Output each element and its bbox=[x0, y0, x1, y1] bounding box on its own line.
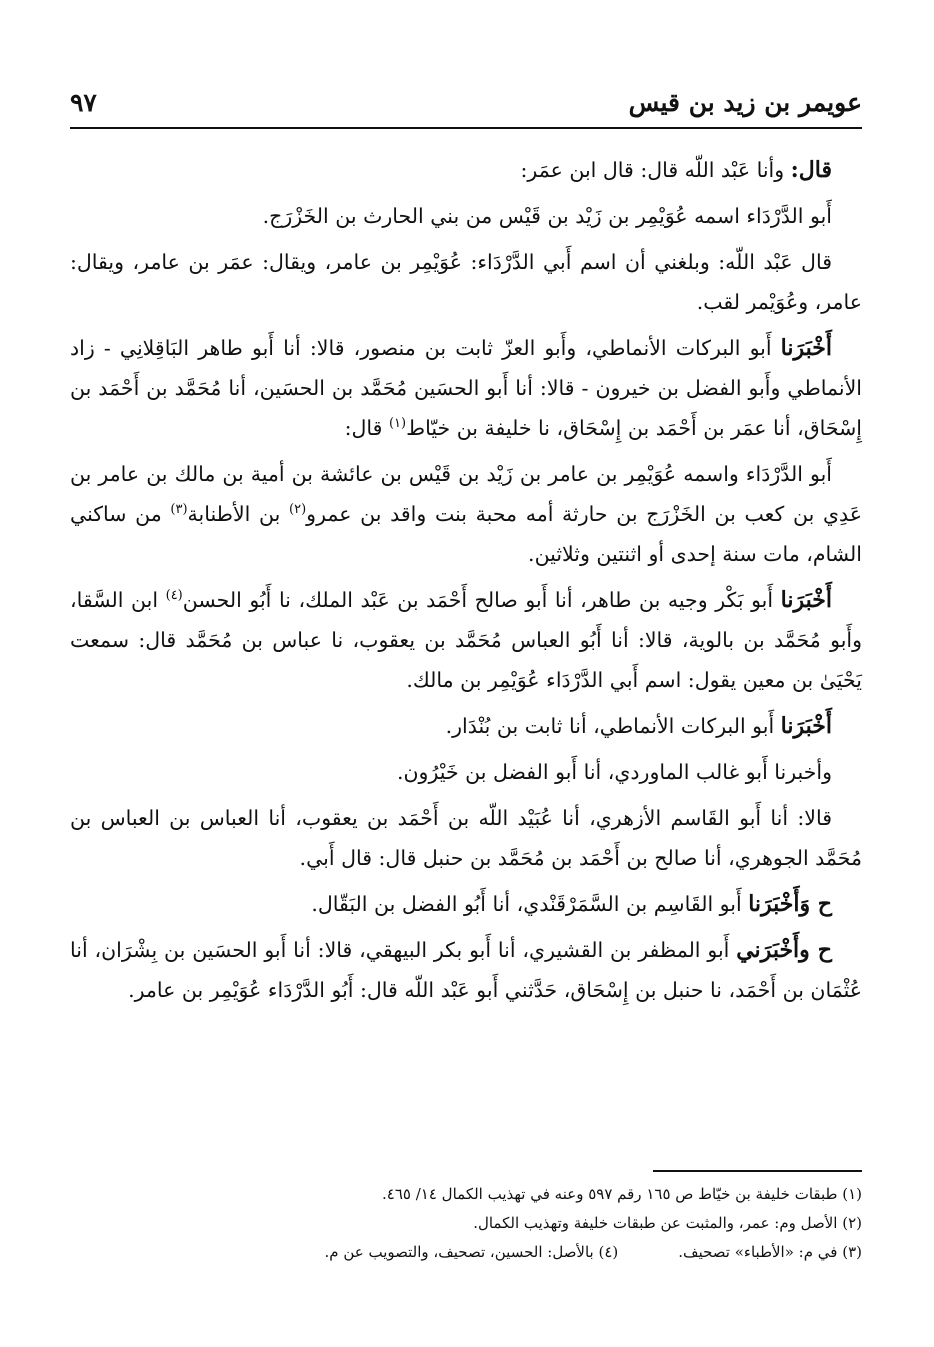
paragraph-text: أَبو بَكْر وجيه بن طاهر، أنا أَبو صالح أَحْمَد بن عَبْد الملك، نا أَبُو الحسن bbox=[182, 588, 781, 612]
paragraph bbox=[70, 884, 862, 924]
paragraph-text: أَبو الدَّرْدَاء اسمه عُوَيْمِر بن زَيْد بن قَيْس من بني الحارث بن الخَزْرَج. bbox=[262, 204, 832, 228]
running-header bbox=[70, 86, 862, 120]
footnote-ref: (٢) bbox=[289, 502, 307, 518]
footnote-3: (٣) في م: «الأطباء» تصحيف. bbox=[678, 1243, 862, 1261]
paragraph bbox=[70, 798, 862, 878]
paragraph-text: قال: bbox=[344, 416, 389, 440]
paragraph-text: بن الأطنابة bbox=[187, 502, 290, 526]
paragraph bbox=[70, 242, 862, 322]
paragraph bbox=[70, 930, 862, 1010]
keyword: أَخْبَرَنا bbox=[780, 713, 832, 739]
page-number: ٩٧ bbox=[70, 88, 97, 117]
paragraph-text: أَبو المظفر بن القشيري، أنا أَبو بكر البيهقي، قالا: أنا أَبو الحسَين بن بِشْرَان، أنا عُثْمَان بن أَحْمَد، نا حنبل بن إِسْحَاق، حَدَّثني أَبو عَبْد اللّه قال: أَبُو الدَّرْدَاء عُوَيْمِر بن عامر. bbox=[70, 938, 862, 1002]
paragraph bbox=[70, 706, 862, 746]
keyword: أَخْبَرَنا bbox=[780, 335, 832, 361]
paragraph-text: من ساكني الشام، مات سنة إحدى أو اثنتين وثلاثين. bbox=[70, 502, 862, 566]
paragraph bbox=[70, 454, 862, 574]
paragraph-text: أَبو البركات الأنماطي، أنا ثابت بن بُنْدَار. bbox=[445, 714, 781, 738]
keyword: قال: bbox=[790, 157, 832, 183]
paragraph-text: قال عَبْد اللّه: وبلغني أن اسم أَبي الدَّرْدَاء: عُوَيْمِر بن عامر، ويقال: عمَر بن عامر، ويقال: عامر، وعُوَيْمر لقب. bbox=[70, 250, 862, 314]
paragraph bbox=[70, 580, 862, 700]
keyword: ح وأَخْبَرَني bbox=[736, 937, 832, 963]
paragraph-text: قالا: أنا أَبو القَاسم الأزهري، أنا عُبَيْد اللّه بن أَحْمَد بن يعقوب، أنا العباس بن العباس بن مُحَمَّد الجوهري، أنا صالح بن أَحْمَد بن مُحَمَّد بن حنبل قال: قال أَبي. bbox=[70, 806, 862, 870]
footnote-2: (٢) الأصل وم: عمر، والمثبت عن طبقات خليفة وتهذيب الكمال. bbox=[473, 1214, 862, 1232]
keyword: أَخْبَرَنا bbox=[780, 587, 832, 613]
paragraph bbox=[70, 196, 862, 236]
header-divider bbox=[70, 127, 862, 129]
footnote-ref: (١) bbox=[388, 416, 407, 432]
paragraph bbox=[70, 328, 862, 448]
paragraph-text: ابن السَّقا، وأَبو مُحَمَّد بن بالوية، قالا: أنا أَبُو العباس مُحَمَّد بن يعقوب، نا عباس بن مُحَمَّد قال: سمعت يَحْيَىٰ بن معين يقول: اسم أَبي الدَّرْدَاء عُوَيْمِر بن مالك. bbox=[70, 588, 862, 692]
paragraph-text: وأنا عَبْد اللّه قال: قال ابن عمَر: bbox=[520, 158, 791, 182]
footnote-divider bbox=[653, 1170, 862, 1172]
footnote-1: (١) طبقات خليفة بن خيّاط ص ١٦٥ رقم ٥٩٧ وعنه في تهذيب الكمال ١٤/ ٤٦٥. bbox=[382, 1185, 862, 1203]
paragraph-text: أَبو البركات الأنماطي، وأَبو العزّ ثابت بن منصور، قالا: أنا أَبو طاهر البَاقِلانِي - زاد الأنماطي وأَبو الفضل بن خيرون - قالا: أنا أَبو الحسَين مُحَمَّد بن الحسَين، أنا مُحَمَّد بن أَحْمَد بن إِسْحَاق، أنا عمَر بن أَحْمَد بن إِسْحَاق، نا خليفة بن خيّاط bbox=[70, 336, 862, 440]
footnotes bbox=[70, 1180, 862, 1267]
footnote-ref: (٤) bbox=[165, 588, 183, 604]
footnote-ref: (٣) bbox=[170, 502, 188, 518]
paragraph-text: وأخبرنا أَبو غالب الماوردي، أنا أَبو الفضل بن خَيْرُون. bbox=[396, 760, 832, 784]
main-text bbox=[70, 150, 862, 1016]
footnote-4: (٤) بالأصل: الحسين، تصحيف، والتصويب عن م. bbox=[324, 1243, 619, 1261]
footnote-row bbox=[70, 1238, 862, 1267]
paragraph bbox=[70, 150, 862, 190]
paragraph bbox=[70, 752, 862, 792]
paragraph-text: أَبو الدَّرْدَاء واسمه عُوَيْمِر بن عامر بن زَيْد بن قَيْس بن عائشة بن أمية بن مالك بن عامر بن عَدِي بن كعب بن الخَزْرَج بن حارثة أمه محبة بنت واقد بن عمرو bbox=[70, 462, 862, 526]
running-title: عويمر بن زيد بن قيس bbox=[628, 88, 862, 117]
paragraph-text: أَبو القَاسِم بن السَّمَرْقَنْدي، أنا أَبُو الفضل بن البَقّال. bbox=[311, 892, 749, 916]
keyword: ح وَأَخْبَرَنا bbox=[748, 891, 832, 917]
